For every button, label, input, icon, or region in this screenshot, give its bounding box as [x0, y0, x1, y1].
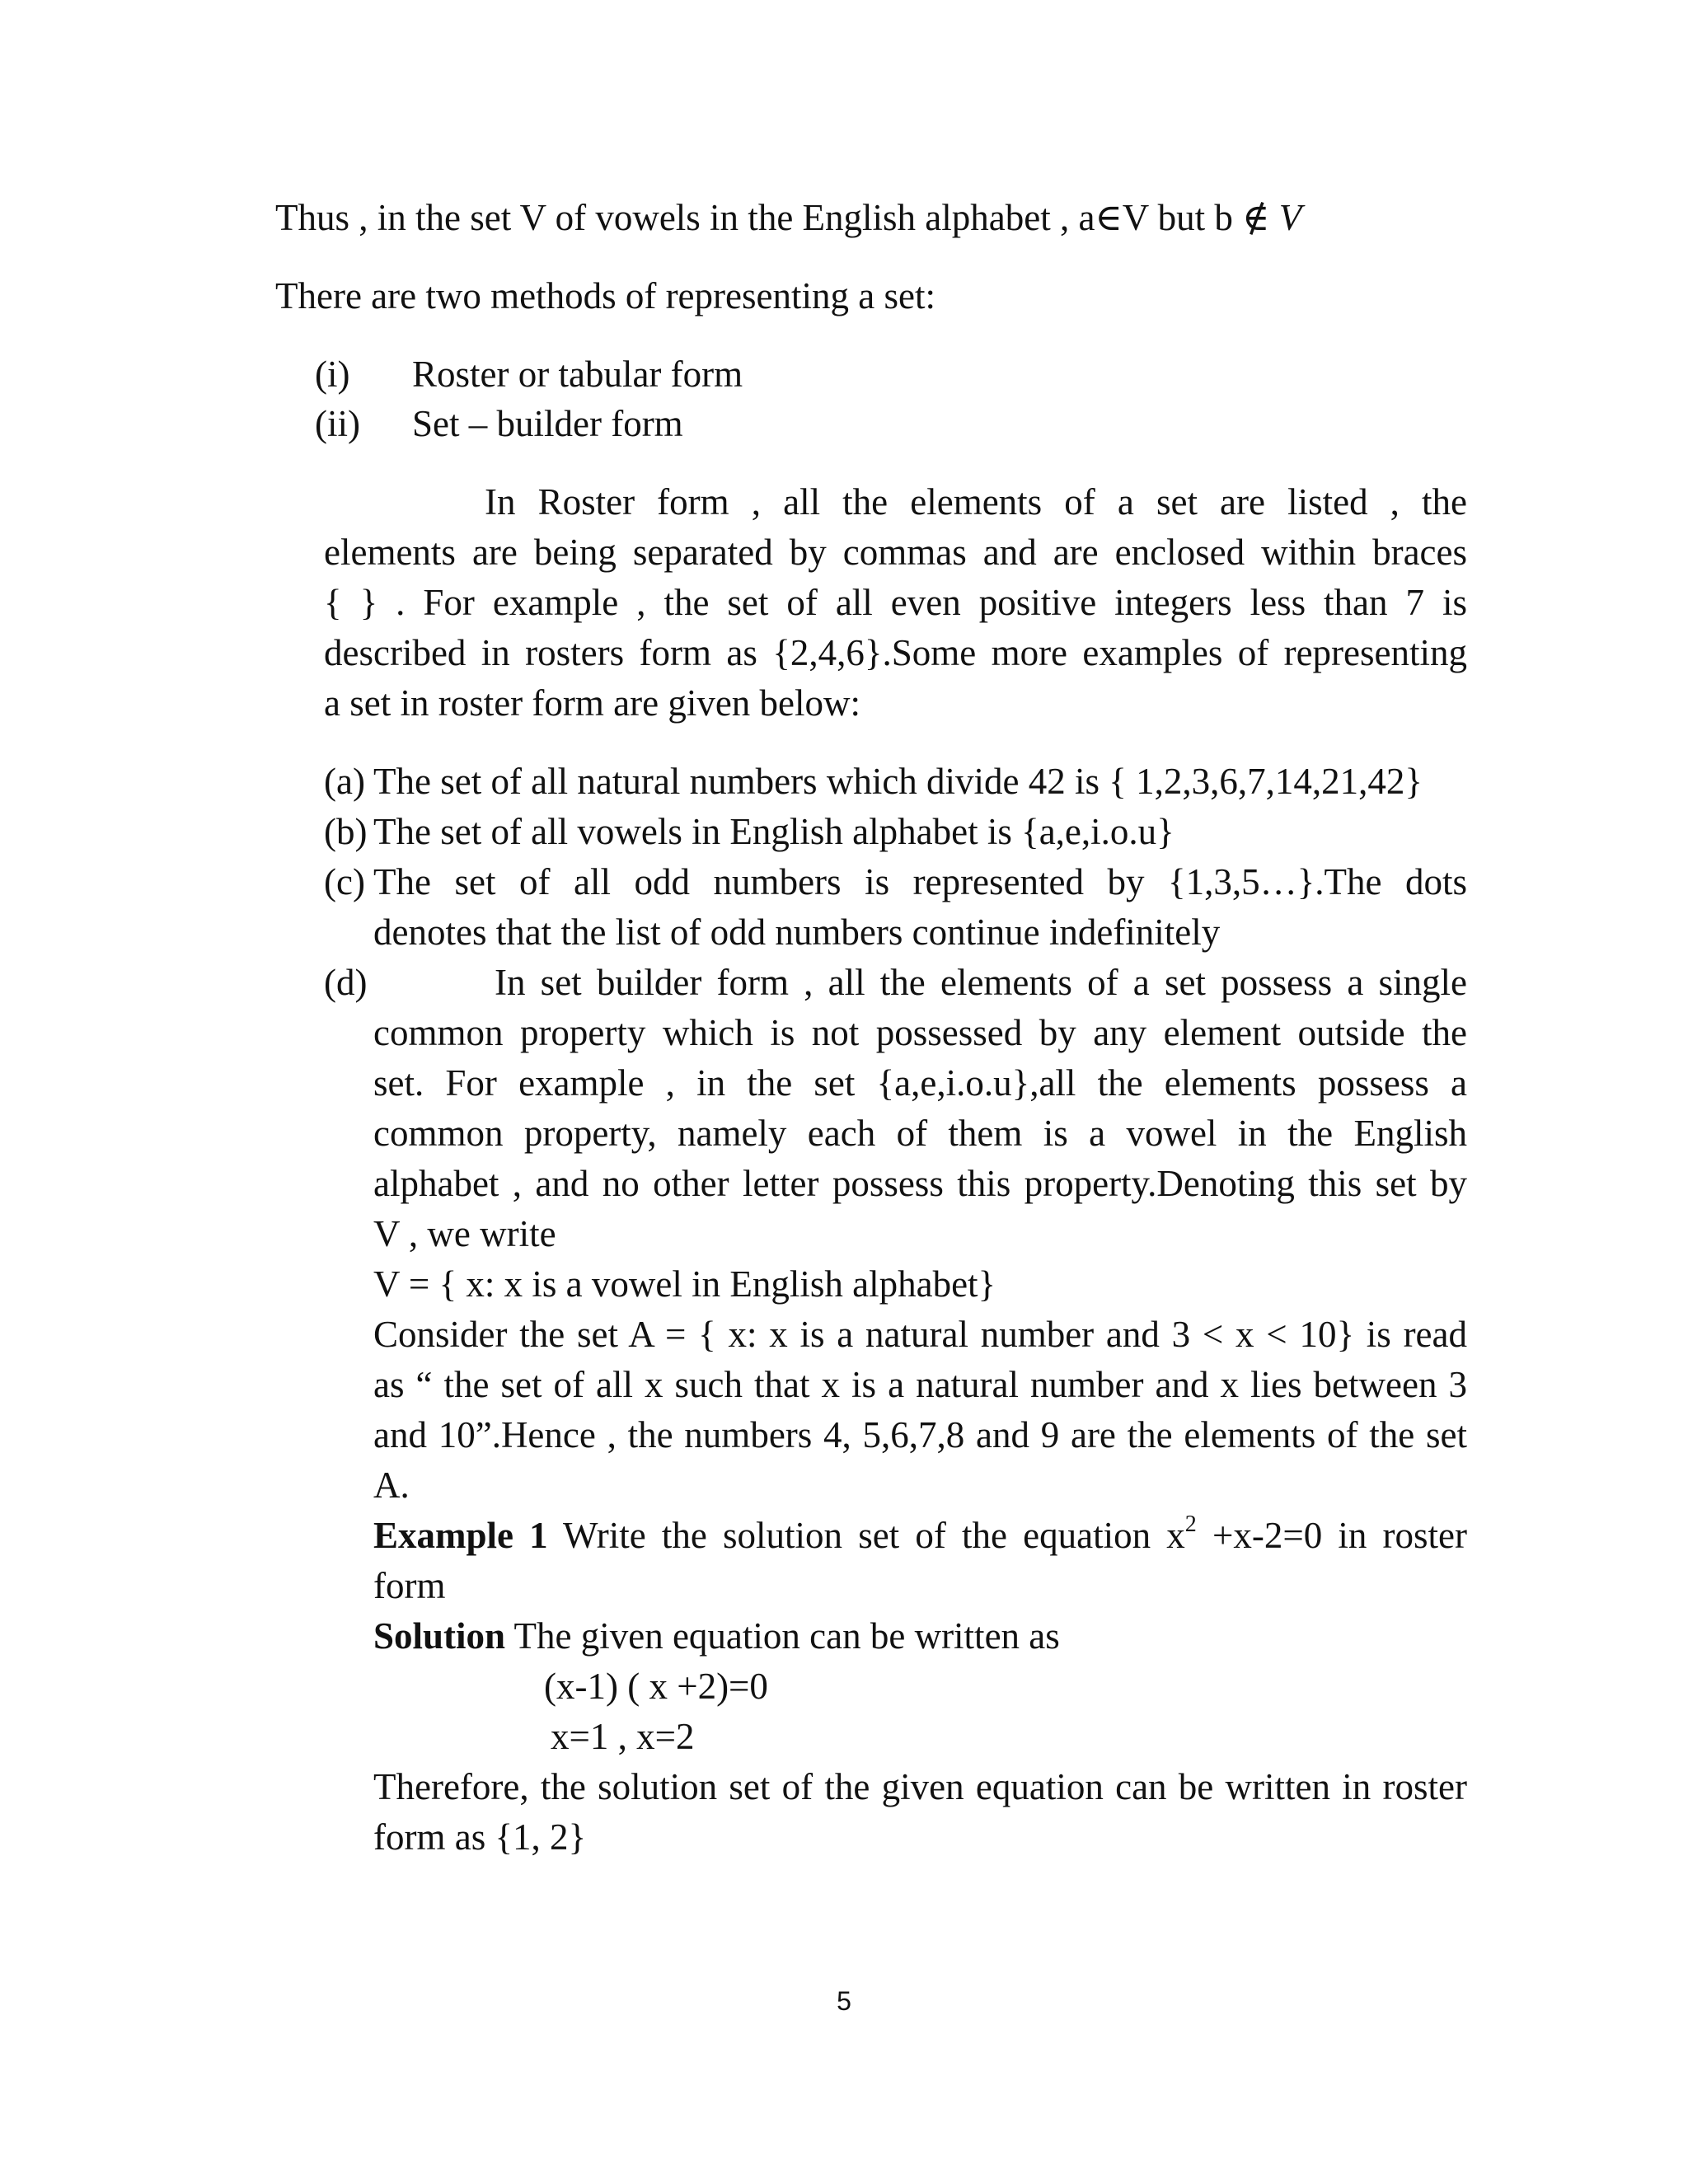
example-d-line-9: as “ the set of all x such that x is a natural number and x lies between 3 — [373, 1364, 1467, 1405]
roster-paragraph-line-2: elements are being separated by commas and are enclosed within braces — [324, 532, 1467, 573]
solution-line — [373, 1615, 1060, 1657]
example-d-line-1: In set builder form , all the elements of a set possess a single — [495, 962, 1467, 1003]
example-d-line-3: set. For example , in the set {a,e,i.o.u},all the elements possess a — [373, 1062, 1467, 1104]
example-b-text: The set of all vowels in English alphabet is {a,e,i.o.u} — [373, 811, 1175, 852]
roster-paragraph-line-3: { } . For example , the set of all even positive integers less than 7 is — [324, 582, 1467, 623]
intro-line-1-text: Thus , in the set V of vowels in the English alphabet , a∈V but b ∉ — [275, 197, 1279, 238]
example-1-superscript: 2 — [1184, 1511, 1197, 1537]
example-1-line-2: form — [373, 1565, 446, 1606]
example-1-line-1 — [373, 1511, 1467, 1556]
example-c-line-2: denotes that the list of odd numbers continue indefinitely — [373, 912, 1221, 953]
method-label-i: (i) — [315, 354, 350, 395]
example-d-line-7: V = { x: x is a vowel in English alphabet} — [373, 1263, 996, 1305]
example-d-line-6: V , we write — [373, 1213, 556, 1254]
example-1-text-before: Write the solution set of the equation x — [547, 1515, 1185, 1556]
example-c-line-1: The set of all odd numbers is represented by {1,3,5…}.The dots — [373, 861, 1467, 902]
method-label-ii: (ii) — [315, 403, 360, 444]
conclusion-line-2: form as {1, 2} — [373, 1816, 587, 1858]
roster-paragraph-line-5: a set in roster form are given below: — [324, 682, 861, 724]
method-text-ii: Set – builder form — [412, 403, 683, 444]
example-d-line-2: common property which is not possessed by any element outside the — [373, 1012, 1467, 1053]
example-c-label: (c) — [324, 861, 365, 902]
example-d-line-5: alphabet , and no other letter possess this property.Denoting this set by — [373, 1163, 1467, 1204]
example-b-label: (b) — [324, 811, 368, 852]
intro-line-2: There are two methods of representing a set: — [275, 275, 935, 316]
solution-heading: Solution — [373, 1615, 506, 1657]
example-d-line-8: Consider the set A = { x: x is a natural number and 3 < x < 10} is read — [373, 1314, 1467, 1355]
example-d-label: (d) — [324, 962, 368, 1003]
roster-paragraph-line-1: In Roster form , all the elements of a set are listed , the — [485, 481, 1467, 523]
conclusion-line-1: Therefore, the solution set of the given equation can be written in roster — [373, 1766, 1467, 1807]
intro-line-1 — [275, 199, 1301, 237]
roster-paragraph-line-4: described in rosters form as {2,4,6}.Some more examples of representing — [324, 632, 1467, 673]
solution-step-2: x=1 , x=2 — [551, 1716, 695, 1757]
intro-line-1-italic-v: V — [1278, 197, 1302, 238]
solution-step-1: (x-1) ( x +2)=0 — [544, 1666, 768, 1707]
solution-text: The given equation can be written as — [505, 1615, 1060, 1657]
example-d-line-10: and 10”.Hence , the numbers 4, 5,6,7,8 and 9 are the elements of the set — [373, 1414, 1467, 1455]
example-1-heading: Example 1 — [373, 1515, 548, 1556]
page-number: 5 — [837, 1986, 851, 2016]
example-1-text-after: +x-2=0 in roster — [1196, 1515, 1467, 1556]
example-a-text: The set of all natural numbers which divide 42 is { 1,2,3,6,7,14,21,42} — [373, 761, 1423, 802]
example-d-line-4: common property, namely each of them is a vowel in the English — [373, 1113, 1467, 1154]
example-d-line-11: A. — [373, 1465, 410, 1506]
example-a-label: (a) — [324, 761, 365, 802]
method-text-i: Roster or tabular form — [412, 354, 743, 395]
